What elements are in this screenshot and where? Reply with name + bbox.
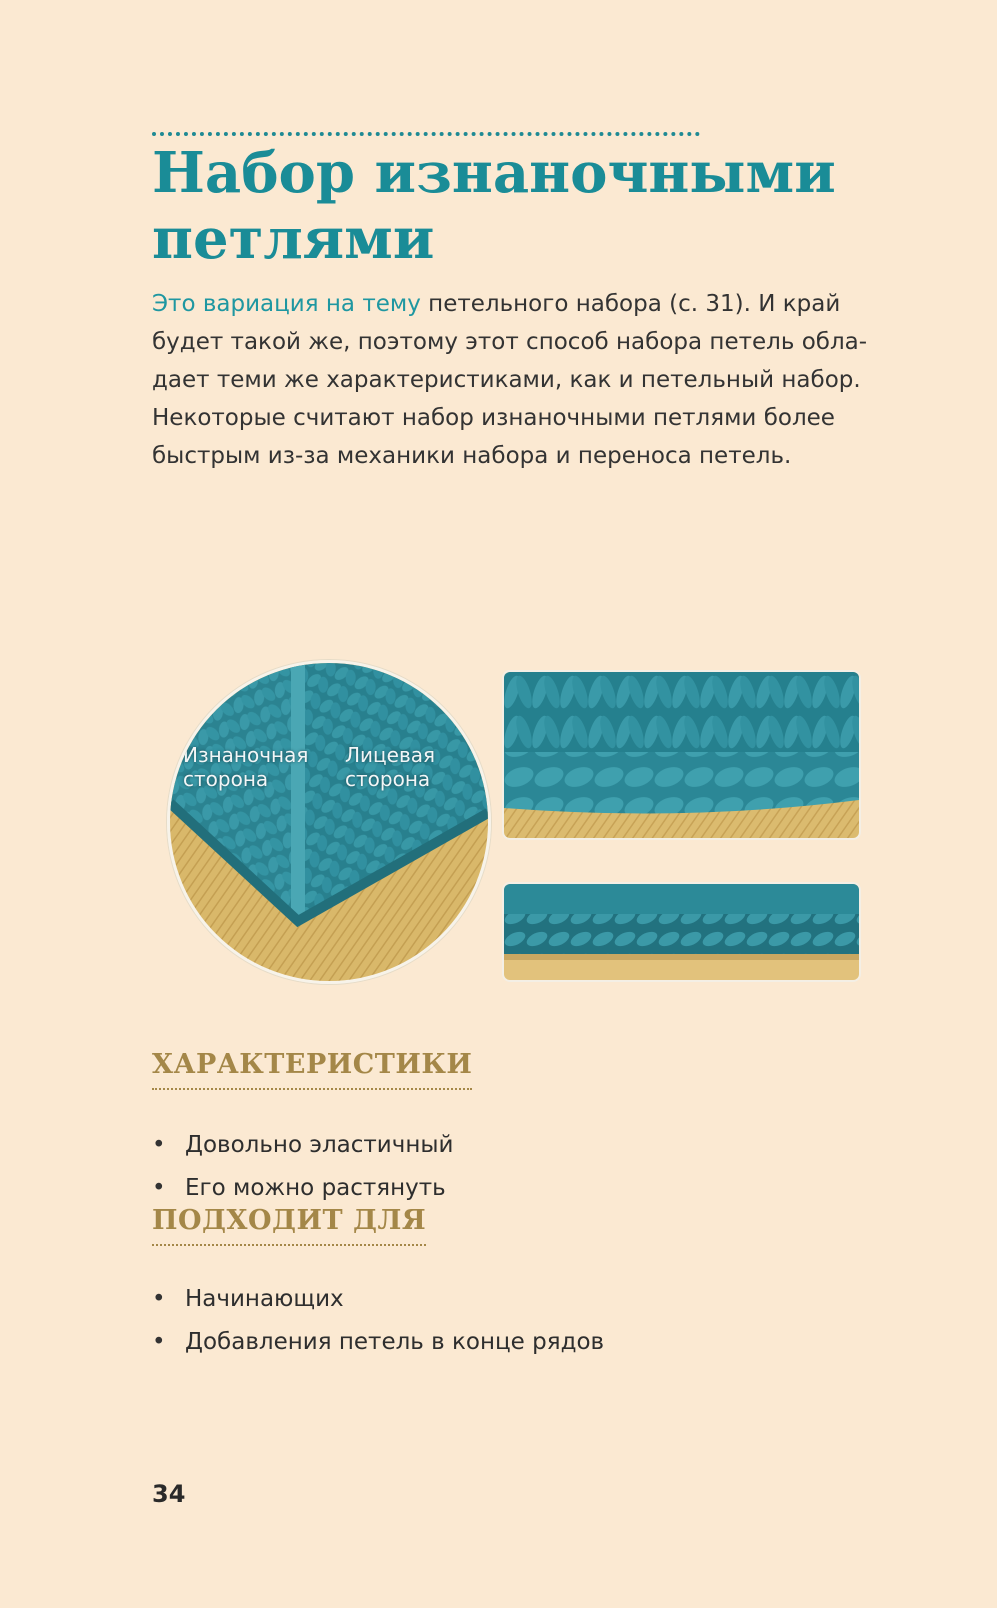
intro-body-text: петельного набора (с. 31). И край будет такой же, поэтому этот способ набора петель обла-дает теми же характеристиками, как и петельный набор. Некоторые считают набор изнаночными петлями более быстрым из-за механики набора и переноса петель. [152, 291, 868, 469]
list-item: • Его можно растянуть [152, 1167, 454, 1210]
wrong-side-label: Изнаночная сторона [183, 743, 309, 791]
page-number: 34 [152, 1480, 186, 1508]
edge-front-photo [502, 670, 861, 840]
knitted-corner-illustration [170, 663, 488, 981]
characteristics-heading: ХАРАКТЕРИСТИКИ [152, 1048, 472, 1090]
suitable-for-list [152, 1278, 604, 1364]
intro-accent-text: Это вариация на тему [152, 291, 421, 317]
page-title: Набор изнаночными петлями [152, 140, 836, 272]
knitted-edge-front-illustration [504, 672, 859, 838]
right-side-label: Лицевая сторона [345, 743, 436, 791]
edge-top-photo [502, 882, 861, 982]
characteristics-list [152, 1124, 454, 1210]
knitted-edge-top-illustration [504, 884, 859, 980]
list-item: • Начинающих [152, 1278, 604, 1321]
suitable-for-heading: ПОДХОДИТ ДЛЯ [152, 1204, 426, 1246]
title-dotted-rule [152, 132, 700, 136]
list-item: • Довольно эластичный [152, 1124, 454, 1167]
intro-paragraph [152, 285, 872, 475]
edge-closeup-photo [167, 660, 491, 984]
list-item: • Добавления петель в конце рядов [152, 1321, 604, 1364]
